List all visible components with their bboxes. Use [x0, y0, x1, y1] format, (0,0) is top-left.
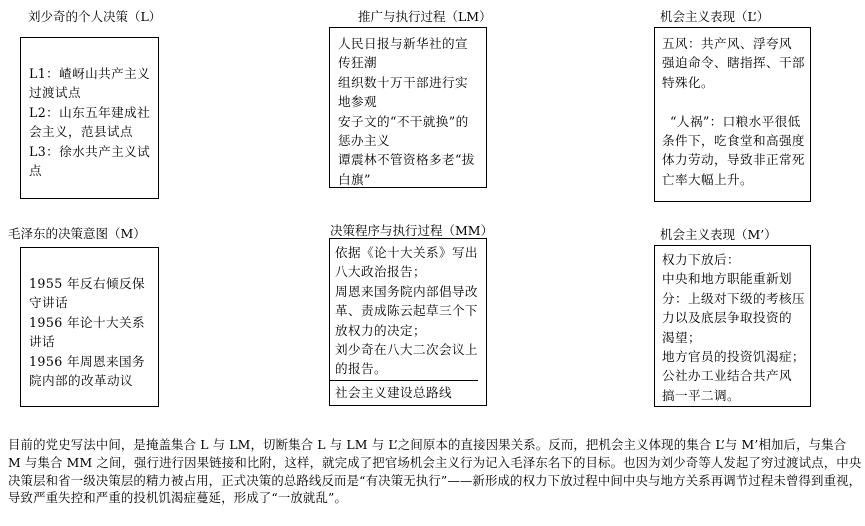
text-line — [662, 92, 810, 111]
text-line: 放权力的决定； — [335, 322, 426, 338]
text-line: 革、责成陈云起草三个下 — [335, 303, 478, 319]
text-line: 1956 年论十大关系 — [29, 314, 146, 330]
box-promotion-execution — [329, 27, 487, 188]
text-line: 权力下放后： — [662, 252, 740, 267]
text-line: 周恩来国务院内部倡导改 — [335, 283, 478, 299]
text-line: “人祸”：口粮水平很低 — [670, 113, 801, 129]
text-line: 地方官员的投资饥渴症； — [662, 349, 805, 365]
text-line: 1955 年反右倾反保 — [29, 276, 146, 291]
box-liu-decision — [20, 37, 159, 199]
box-mao-intent — [20, 247, 159, 407]
heading-mao-intent: 毛泽东的决策意图（M） — [8, 226, 146, 241]
text-line: 公社办工业结合共产风 — [662, 368, 792, 384]
text-line: 院内部的改革动议 — [29, 373, 133, 389]
heading-promotion-execution: 推广与执行过程（LM） — [358, 9, 492, 24]
heading-opportunism-m: 机会主义表现（M’） — [660, 227, 777, 242]
text-line: 强迫命令、瞎指挥、干部 — [662, 55, 805, 71]
text-line: 体力劳动，导致非正常死 — [662, 152, 805, 168]
text-line: 谭震林不管资格多老“拔 — [338, 152, 475, 168]
heading-procedure-execution: 决策程序与执行过程（MM） — [330, 223, 494, 238]
box-footer: 社会主义建设总路线 — [335, 384, 452, 400]
text-line: 安子文的“不干就换”的 — [338, 113, 469, 129]
box-opportunism-l — [654, 27, 811, 202]
text-line: 组织数十万干部进行实 — [338, 74, 468, 90]
text-line: 人民日报与新华社的宣 — [338, 36, 468, 51]
box-opportunism-m — [654, 245, 811, 407]
text-line: 点 — [29, 163, 42, 179]
heading-opportunism-l: 机会主义表现（L’） — [660, 9, 770, 24]
text-line: 八大政治报告； — [335, 264, 426, 280]
text-line: 特殊化。 — [662, 74, 714, 90]
text-line: 1956 年周恩来国务 — [29, 353, 146, 369]
text-line: 条件下，吃食堂和高强度 — [662, 133, 805, 149]
text-line: L2：山东五年建成社 — [29, 104, 151, 120]
heading-liu-decision: 刘少奇的个人决策（L） — [28, 9, 162, 24]
text-line: 的报告。 — [335, 361, 387, 377]
text-line: 分：上级对下级的考核压 — [662, 290, 805, 306]
text-line: 搞一平二调。 — [662, 387, 740, 403]
text-line: 亡率大幅上升。 — [662, 171, 753, 187]
text-line: 会主义，范县试点 — [29, 124, 133, 140]
text-line: 讲话 — [29, 334, 55, 350]
text-line: 渴望； — [662, 329, 701, 345]
text-line: 五风：共产风、浮夸风 — [662, 36, 792, 51]
text-line: 过渡试点 — [29, 85, 81, 101]
text-line: 依据《论十大关系》写出 — [335, 245, 478, 260]
text-line: L3：徐水共产主义试 — [29, 143, 151, 159]
text-line: 中央和地方职能重新划 — [662, 271, 792, 287]
text-line: 惩办主义 — [338, 133, 390, 149]
text-line: 刘少奇在八大二次会议上 — [335, 342, 478, 358]
text-line: 地参观 — [338, 94, 377, 110]
box-procedure-execution — [329, 238, 487, 406]
text-line: 守讲话 — [29, 295, 68, 311]
text-line: 力以及底层争取投资的 — [662, 310, 792, 326]
text-line: 白旗” — [338, 171, 371, 187]
summary-paragraph: 目前的党史写法中间，是掩盖集合 L 与 LM，切断集合 L 与 LM 与 L’之间原本的直接因果关系。反而，把机会主义体现的集合 L’与 M’相加后，与集合 M 与集合 MM 之间，强行进行因果链接和比附，这样，就完成了把官场机会主义行为记入毛泽东名下的目标。也因为刘少奇等人发起了穷过渡试点，中央决策层和省一级决策层的精力被占用，正式决策的总路线反而是“有决策无执行”——新形成的权力下放过程中间中央与地方关系再调节过程未曾得到重视，导致严重失控和严重的投机饥渴症蔓延，形成了“一放就乱”。 — [8, 437, 862, 506]
text-line: 传狂潮 — [338, 55, 377, 71]
text-line: L1：嵖岈山共产主义 — [29, 66, 151, 81]
